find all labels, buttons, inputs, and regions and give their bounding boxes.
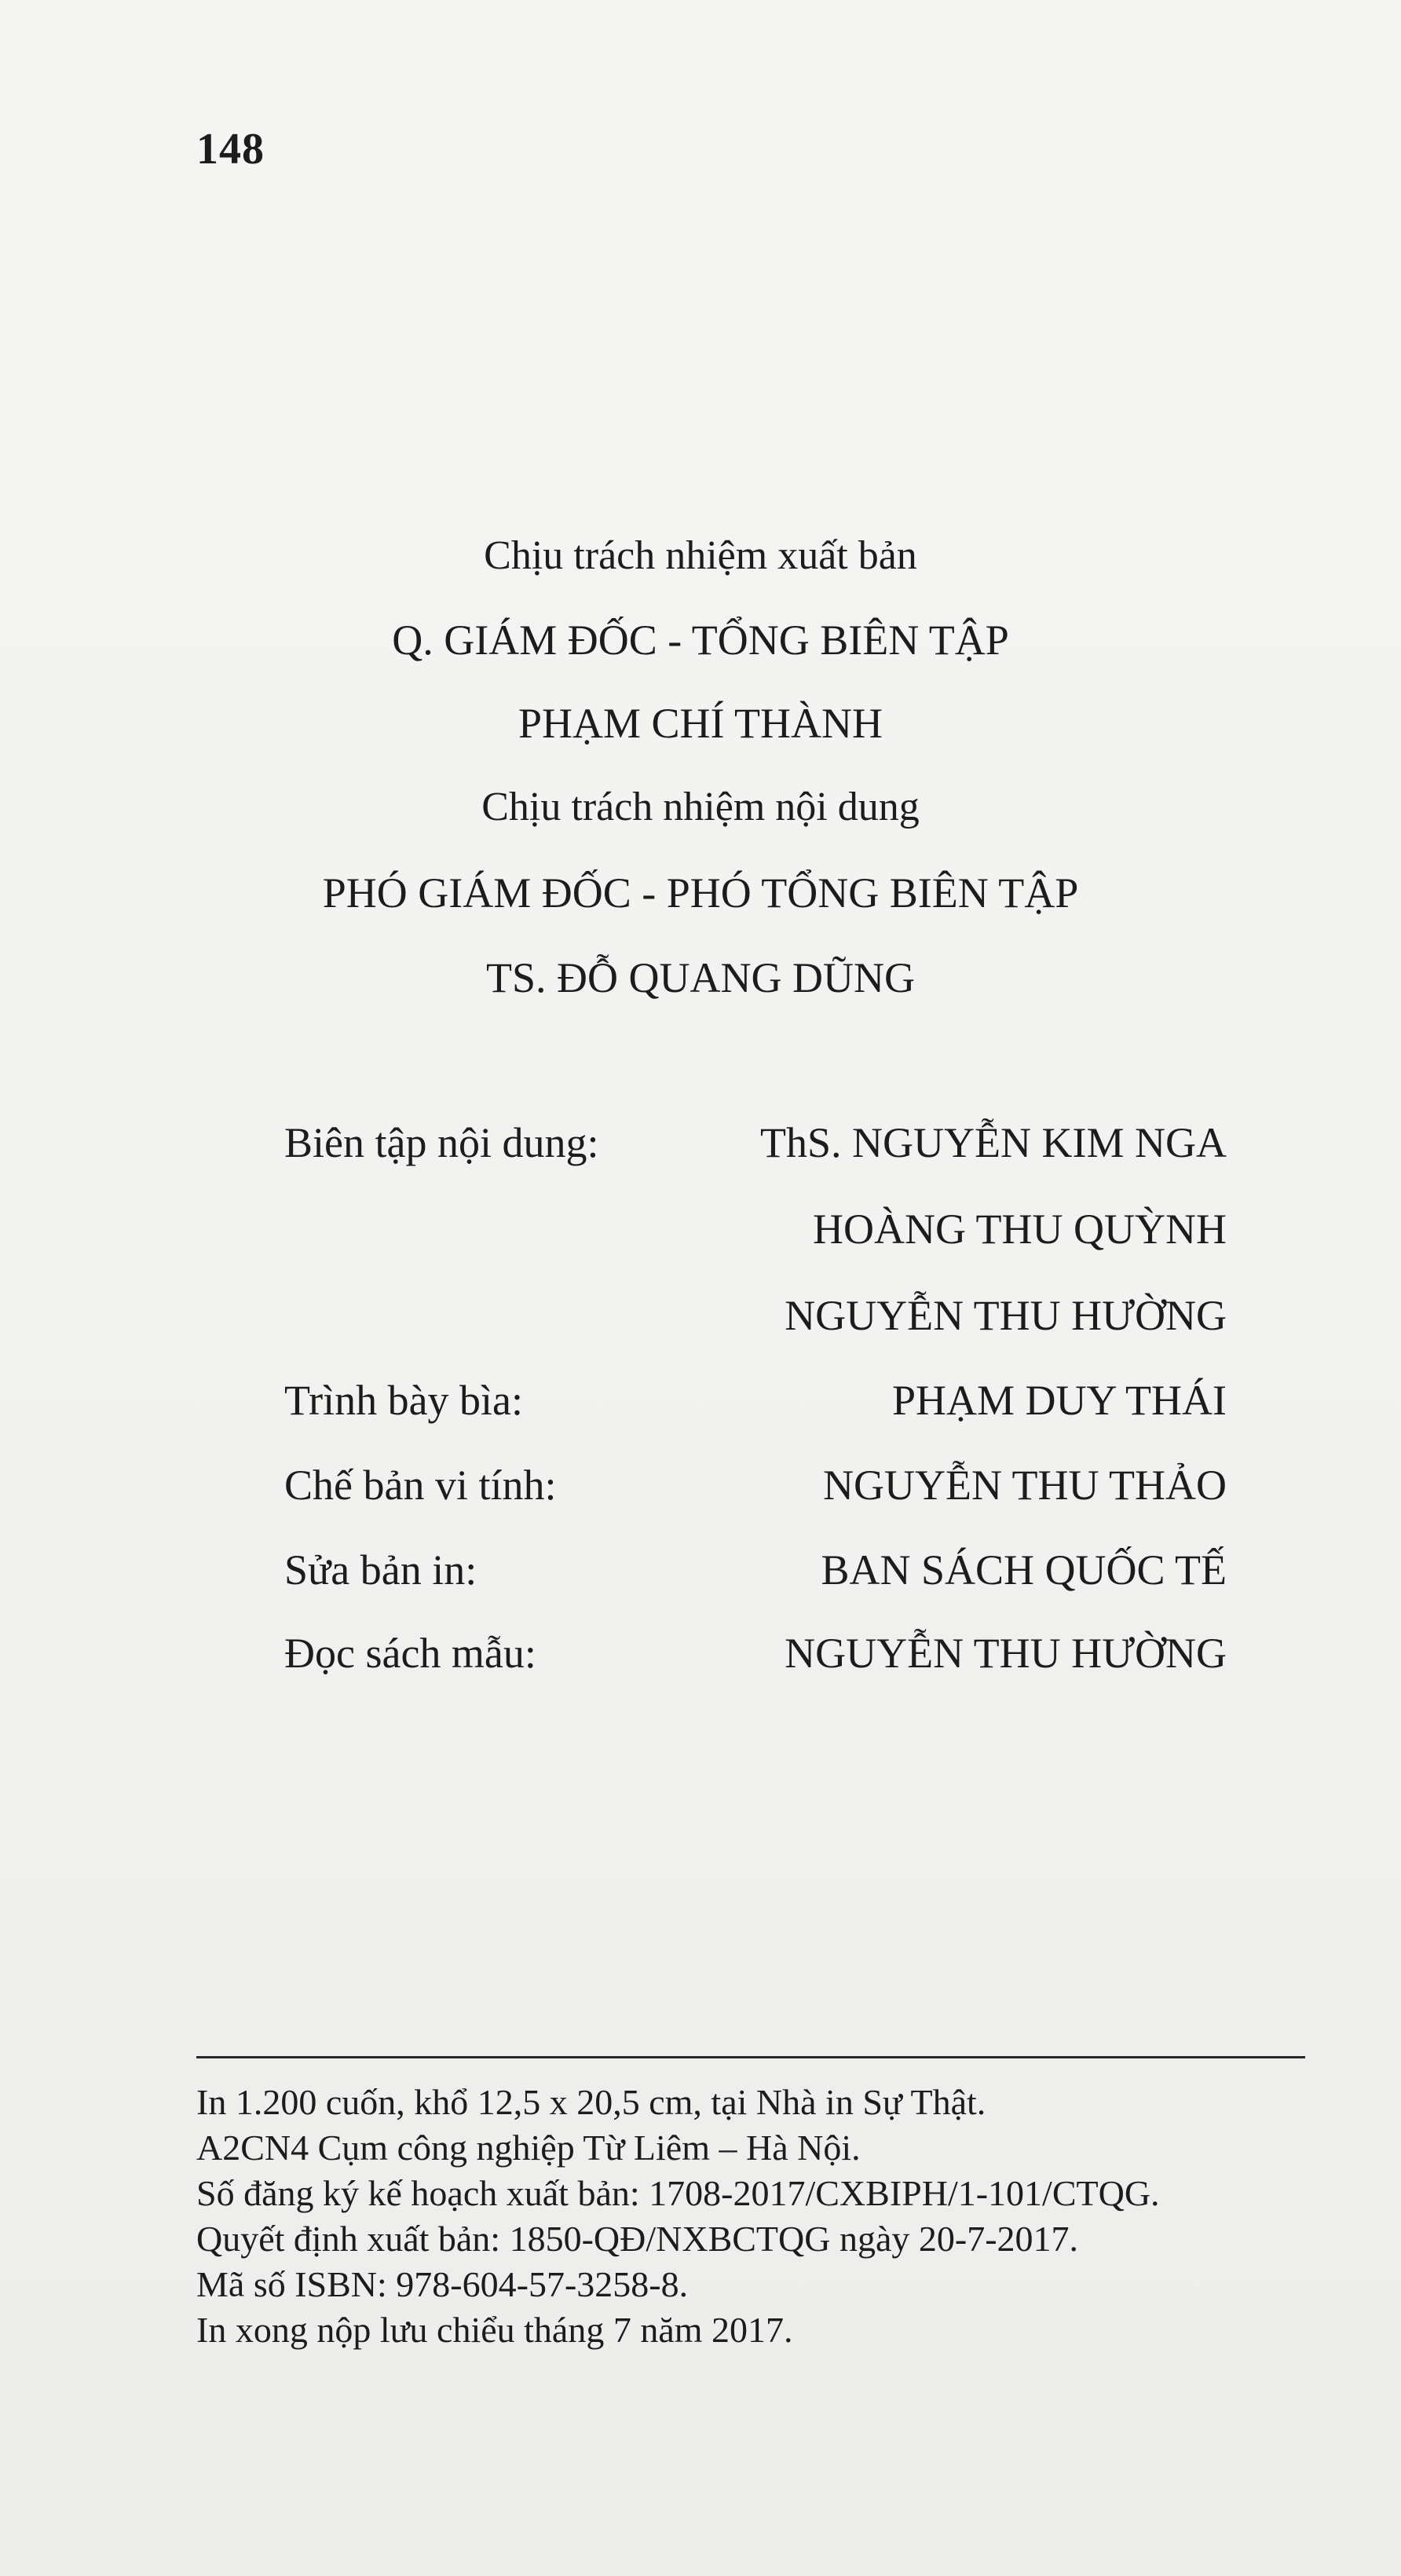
colophon-line: In xong nộp lưu chiểu tháng 7 năm 2017.: [196, 2310, 793, 2350]
page-number: 148: [196, 125, 265, 174]
cover-design-name: PHẠM DUY THÁI: [891, 1377, 1227, 1424]
colophon-line: Quyết định xuất bản: 1850-QĐ/NXBCTQG ngày 20-7-2017.: [196, 2219, 1079, 2259]
colophon-line: In 1.200 cuốn, khổ 12,5 x 20,5 cm, tại Nhà in Sự Thật.: [196, 2082, 986, 2122]
content-editor-name: ThS. NGUYỄN KIM NGA: [760, 1119, 1227, 1166]
content-responsibility-person: TS. ĐỖ QUANG DŨNG: [486, 954, 915, 1001]
content-responsibility-heading: Chịu trách nhiệm nội dung: [481, 785, 920, 829]
proofreading-name: BAN SÁCH QUỐC TẾ: [821, 1546, 1227, 1594]
colophon-divider: [196, 2056, 1305, 2058]
colophon-line: Số đăng ký kế hoạch xuất bản: 1708-2017/CXBIPH/1-101/CTQG.: [196, 2173, 1160, 2213]
publishing-responsibility-person: PHẠM CHÍ THÀNH: [518, 700, 883, 747]
sample-reading-label: Đọc sách mẫu:: [284, 1630, 536, 1677]
typesetting-name: NGUYỄN THU THẢO: [823, 1462, 1227, 1509]
content-responsibility-title: PHÓ GIÁM ĐỐC - PHÓ TỔNG BIÊN TẬP: [322, 869, 1079, 917]
content-editor-name: NGUYỄN THU HƯỜNG: [785, 1292, 1227, 1339]
content-editor-label: Biên tập nội dung:: [284, 1119, 599, 1166]
cover-design-label: Trình bày bìa:: [284, 1377, 524, 1424]
sample-reading-name: NGUYỄN THU HƯỜNG: [785, 1630, 1227, 1677]
publishing-responsibility-title: Q. GIÁM ĐỐC - TỔNG BIÊN TẬP: [392, 617, 1009, 664]
proofreading-label: Sửa bản in:: [284, 1546, 477, 1594]
colophon-line: A2CN4 Cụm công nghiệp Từ Liêm – Hà Nội.: [196, 2128, 861, 2168]
colophon-line: Mã số ISBN: 978-604-57-3258-8.: [196, 2264, 689, 2304]
content-editor-name: HOÀNG THU QUỲNH: [813, 1206, 1227, 1253]
typesetting-label: Chế bản vi tính:: [284, 1462, 557, 1509]
publishing-responsibility-heading: Chịu trách nhiệm xuất bản: [484, 533, 917, 578]
colophon: [196, 2080, 1335, 2353]
